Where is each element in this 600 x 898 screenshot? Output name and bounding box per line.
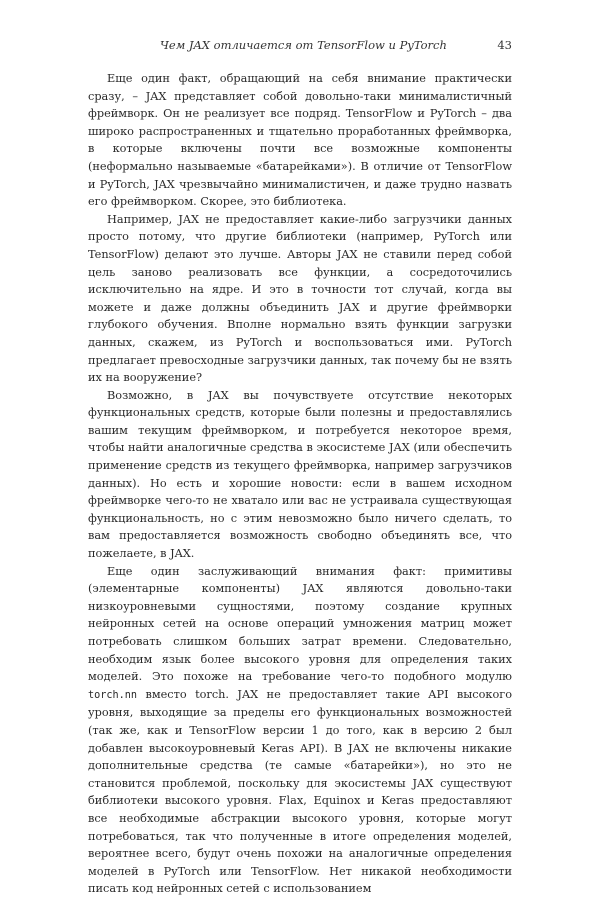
paragraph-1: Еще один факт, обращающий на себя внимание практически сразу, – JAX представляет собой довольно-таки минималистичный фреймворк. Он не реализует все подряд. TensorFlow и PyTorch – два широко распространенных и тщательно проработанных фреймворка, в которые включены почти все возможные компоненты (неформально называемые «батарейками»). В отличие от TensorFlow и PyTorch, JAX чрезвычайно минималистичен, и даже трудно назвать его фреймворком. Скорее, это библиотека. — [88, 72, 512, 209]
body-text — [88, 70, 512, 896]
paragraph-4 — [88, 563, 512, 898]
paragraph-4-text-before-code: Еще один заслуживающий внимания факт: примитивы (элементарные компоненты) JAX являются довольно-таки низкоуровневыми сущностями, поэтому создание крупных нейронных сетей на основе операций умножения матриц может потребовать слишком больших затрат времени. Следовательно, необходим язык более высокого уровня для определения таких моделей. Это похоже на требование чего-то подобного модулю — [88, 564, 512, 684]
inline-code-torch-nn: torch.nn — [88, 689, 138, 701]
page-number: 43 — [497, 38, 512, 52]
paragraph-4-text-after-code: вместо torch. JAX не предоставляет такие API высокого уровня, выходящие за пределы его функциональных возможностей (так же, как и TensorFlow версии 1 до того, как в версию 2 был добавлен высокоуровневый Keras API). В JAX не включены никакие дополнительные средства (те самые «батарейки»), но это не становится проблемой, поскольку для экосистемы JAX существуют библиотеки высокого уровня. Flax, Equinox и Keras предоставляют все необходимые абстракции высокого уровня, которые могут потребоваться, так что полученные в итоге определения моделей, вероятнее всего, будут очень похожи на аналогичные определения моделей в PyTorch или TensorFlow. Нет никакой необходимости писать код нейронных сетей с использованием — [88, 687, 512, 896]
paragraph-3: Возможно, в JAX вы почувствуете отсутствие некоторых функциональных средств, которые были полезны и предоставлялись вашим текущим фреймворком, и потребуется некоторое время, чтобы найти аналогичные средства в экосистеме JAX (или обеспечить применение средств из текущего фреймворка, например загрузчиков данных). Но есть и хорошие новости: если в вашем исходном фреймворке чего-то не хватало или вас не устраивала существующая функциональность, но с этим невозможно было ничего сделать, то вам предоставляется возможность свободно объединять все, что пожелаете, в JAX. — [88, 388, 512, 561]
running-title: Чем JAX отличается от TensorFlow и PyTorch — [160, 38, 447, 52]
paragraph-2: Например, JAX не предоставляет какие-либо загрузчики данных просто потому, что другие библиотеки (например, PyTorch или TensorFlow) делают это лучше. Авторы JAX не ставили перед собой цель заново реализовать все функции, а сосредоточились исключительно на ядре. И это в точности тот случай, когда вы можете и даже должны объединить JAX и другие фреймворки глубокого обучения. Вполне нормально взять функции загрузки данных, скажем, из PyTorch и воспользоваться ими. PyTorch предлагает превосходные загрузчики данных, так почему бы не взять их на вооружение? — [88, 212, 512, 385]
running-header — [88, 38, 512, 58]
